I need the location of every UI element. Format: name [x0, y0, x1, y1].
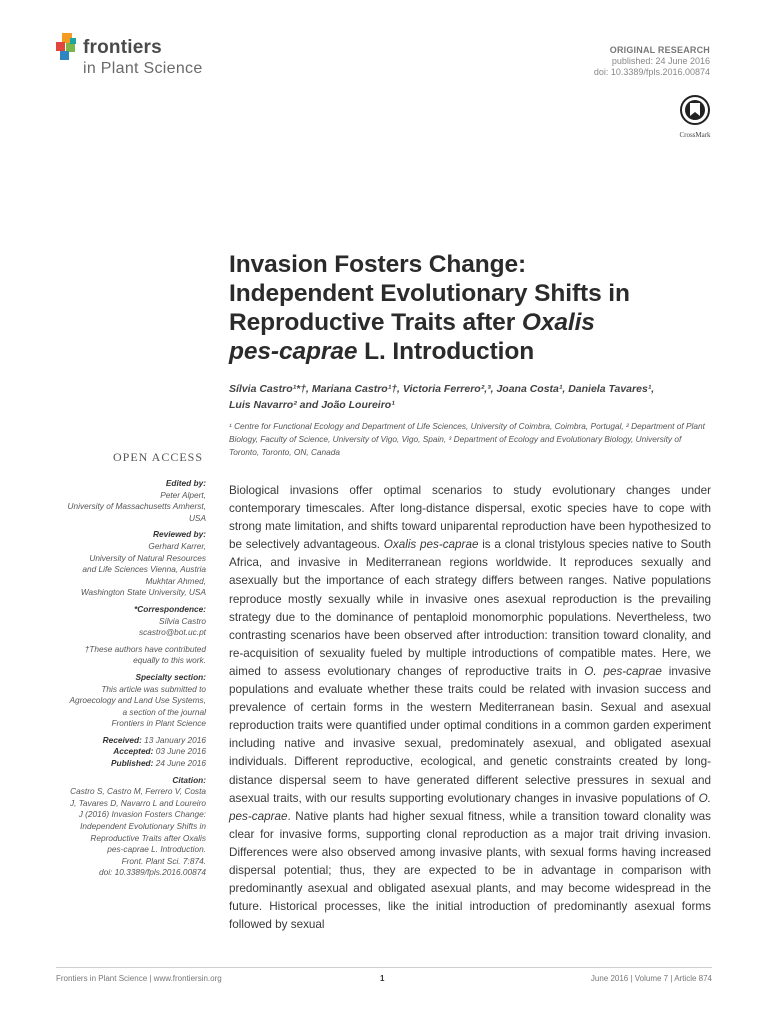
title-species: pes-caprae [229, 338, 358, 365]
abstract-species: Oxalis pes-caprae [383, 538, 479, 552]
sidebar-line: equally to this work. [133, 655, 206, 666]
accepted-value: 03 June 2016 [153, 746, 206, 757]
sidebar-line: Peter Alpert, [160, 489, 206, 500]
journal-name: in Plant Science [83, 60, 203, 77]
title-text: Reproductive Traits after [229, 309, 522, 336]
received-date [48, 735, 206, 747]
article-doi[interactable]: doi: 10.3389/fpls.2016.00874 [593, 67, 710, 77]
title-text: L. Introduction [357, 338, 535, 365]
reviewed-by-heading: Reviewed by: [152, 529, 206, 540]
sidebar-line: Independent Evolutionary Shifts in [80, 821, 206, 832]
article-meta [594, 45, 710, 78]
abstract-species: O. pes-caprae [229, 791, 711, 823]
sidebar-line: USA [188, 512, 206, 523]
sidebar-line: Reproductive Traits after Oxalis [90, 832, 206, 843]
correspondence-heading: *Correspondence: [134, 603, 206, 614]
abstract-part: . Native plants had higher sexual fitness, while a transition toward clonality was clear for invasive forms, supporting clonal reproduction as a major trait driving invasion. Differences were also observed among invasive plants, with sexual forms having increased dispersal potential; thus, they are expected to be in advantage in comparison with predominantly asexual and obligated asexual plants, and may become widespread in the future. Historical processes, like the initial introduction of predominantly asexual forms followed by sexual [229, 809, 711, 932]
sidebar-line: J (2016) Invasion Fosters Change: [78, 809, 206, 820]
abstract-species: O. pes-caprae [584, 664, 662, 678]
sidebar-line: Gerhard Karrer, [148, 540, 206, 551]
crossmark-icon [680, 95, 710, 125]
crossmark-badge[interactable] [677, 95, 713, 139]
frontiers-logo-icon [56, 33, 80, 61]
edited-by-section [48, 478, 206, 524]
published-value: 24 June 2016 [153, 758, 206, 769]
sidebar-line: Front. Plant Sci. 7:874. [121, 855, 206, 866]
contribution-note [48, 644, 206, 667]
accepted-label: Accepted: [113, 746, 154, 757]
citation-section [48, 775, 206, 879]
title-line [229, 308, 709, 337]
sidebar-line: University of Natural Resources [89, 552, 206, 563]
citation-doi[interactable]: doi: 10.3389/fpls.2016.00874 [98, 867, 206, 878]
abstract-part: is a clonal tristylous species native to South Africa, and invasive in Mediterranean regions worldwide. It reproduces sexually and asexually but the importance of each strategy differs between ranges. Native populations reproduce mostly sexually while in invasive ones asexual reproduction is the prevailing strategy due to the dominance of pentaploid monomorphic populations. Nevertheless, two contrasting scenarios have been observed after introduction: transition toward clonality, and re-acquisition of sexuality fueled by multiple introductions of compatible mates. Here, we aimed to assess evolutionary changes of reproductive traits in [229, 538, 711, 678]
sidebar-line: and Life Sciences Vienna, Austria [82, 564, 206, 575]
accepted-date [48, 746, 206, 758]
dates-section [48, 735, 206, 770]
correspondence-email[interactable]: scastro@bot.uc.pt [139, 627, 206, 638]
title-species: Oxalis [521, 309, 595, 336]
edited-by-heading: Edited by: [165, 478, 206, 488]
citation-heading: Citation: [172, 774, 206, 785]
open-access-label: OPEN ACCESS [113, 450, 204, 464]
published-date-sidebar [48, 758, 206, 770]
received-label: Received: [102, 734, 142, 745]
sidebar-line: Washington State University, USA [80, 587, 206, 598]
reviewed-by-section [48, 529, 206, 599]
specialty-heading: Specialty section: [135, 671, 206, 682]
sidebar-line: Agroecology and Land Use Systems, [69, 695, 206, 706]
sidebar-line: †These authors have contributed [84, 643, 206, 654]
article-type: ORIGINAL RESEARCH [609, 45, 710, 55]
affiliations: ¹ Centre for Functional Ecology and Department of Life Sciences, University of Coimbra, Coimbra, Portugal, ² Department of Plant Biology, Faculty of Science, University of Vigo, Vigo, Spain, ³ Department of Ecology and Evolutionary Biology, University of Toronto, Toronto, ON, Canada [229, 421, 705, 457]
title-line [229, 337, 709, 366]
published-label: Published: [110, 758, 154, 769]
specialty-section [48, 672, 206, 730]
correspondence-section [48, 604, 206, 639]
title-line: Invasion Fosters Change: [229, 251, 527, 278]
published-date: published: 24 June 2016 [611, 56, 710, 66]
sidebar-line: Frontiers in Plant Science [111, 718, 206, 729]
footer-divider [56, 967, 712, 968]
crossmark-label: CrossMark [679, 131, 711, 139]
footer-journal-link[interactable]: Frontiers in Plant Science | www.frontiersin.org [56, 974, 222, 983]
sidebar-line: J, Tavares D, Navarro L and Loureiro [69, 797, 206, 808]
sidebar-line: Castro S, Castro M, Ferrero V, Costa [70, 786, 206, 797]
sidebar-line: pes-caprae L. Introduction. [107, 844, 206, 855]
footer-issue-info: June 2016 | Volume 7 | Article 874 [590, 974, 712, 983]
page-number: 1 [380, 974, 385, 983]
sidebar-line: Mukhtar Ahmed, [145, 575, 206, 586]
title-line: Independent Evolutionary Shifts in [229, 280, 630, 307]
sidebar-line: University of Massachusetts Amherst, [67, 501, 206, 512]
journal-logo [56, 33, 256, 83]
sidebar-line: Sílvia Castro [158, 615, 206, 626]
sidebar-line: This article was submitted to [101, 683, 206, 694]
received-value: 13 January 2016 [141, 734, 206, 745]
brand-name: frontiers [83, 37, 162, 58]
abstract-text [229, 482, 711, 934]
author-line: Luis Navarro² and João Loureiro¹ [229, 399, 395, 411]
article-sidebar [48, 478, 206, 884]
abstract-part: invasive populations and evaluate whether these traits could be related with invasion success and prevalence of certain forms in the western Mediterranean basin. Sexual and asexual reproduction traits were quantified under optimal conditions in a common garden experiment including native and invasive sexual, predominately asexual, and obligated asexual individuals. Different reproductive, ecological, and genetic constraints created by long-distance dispersal seem to have generated different selective pressures in sexual and asexual traits, with our results supporting evolutionary changes in invasive populations of [229, 664, 711, 805]
abstract-part: Biological invasions offer optimal scenarios to study evolutionary changes under contemporary timescales. After long-distance dispersal, exotic species have to cope with strong mate limitation, and shifts toward uniparental reproduction have been hypothesized to be selectively advantageous. [229, 484, 711, 552]
author-list [229, 381, 709, 413]
sidebar-line: a section of the journal [122, 706, 206, 717]
author-line: Sílvia Castro¹*†, Mariana Castro¹†, Victoria Ferrero²,³, Joana Costa¹, Daniela Tavares¹, [229, 383, 655, 395]
article-title [229, 250, 709, 366]
